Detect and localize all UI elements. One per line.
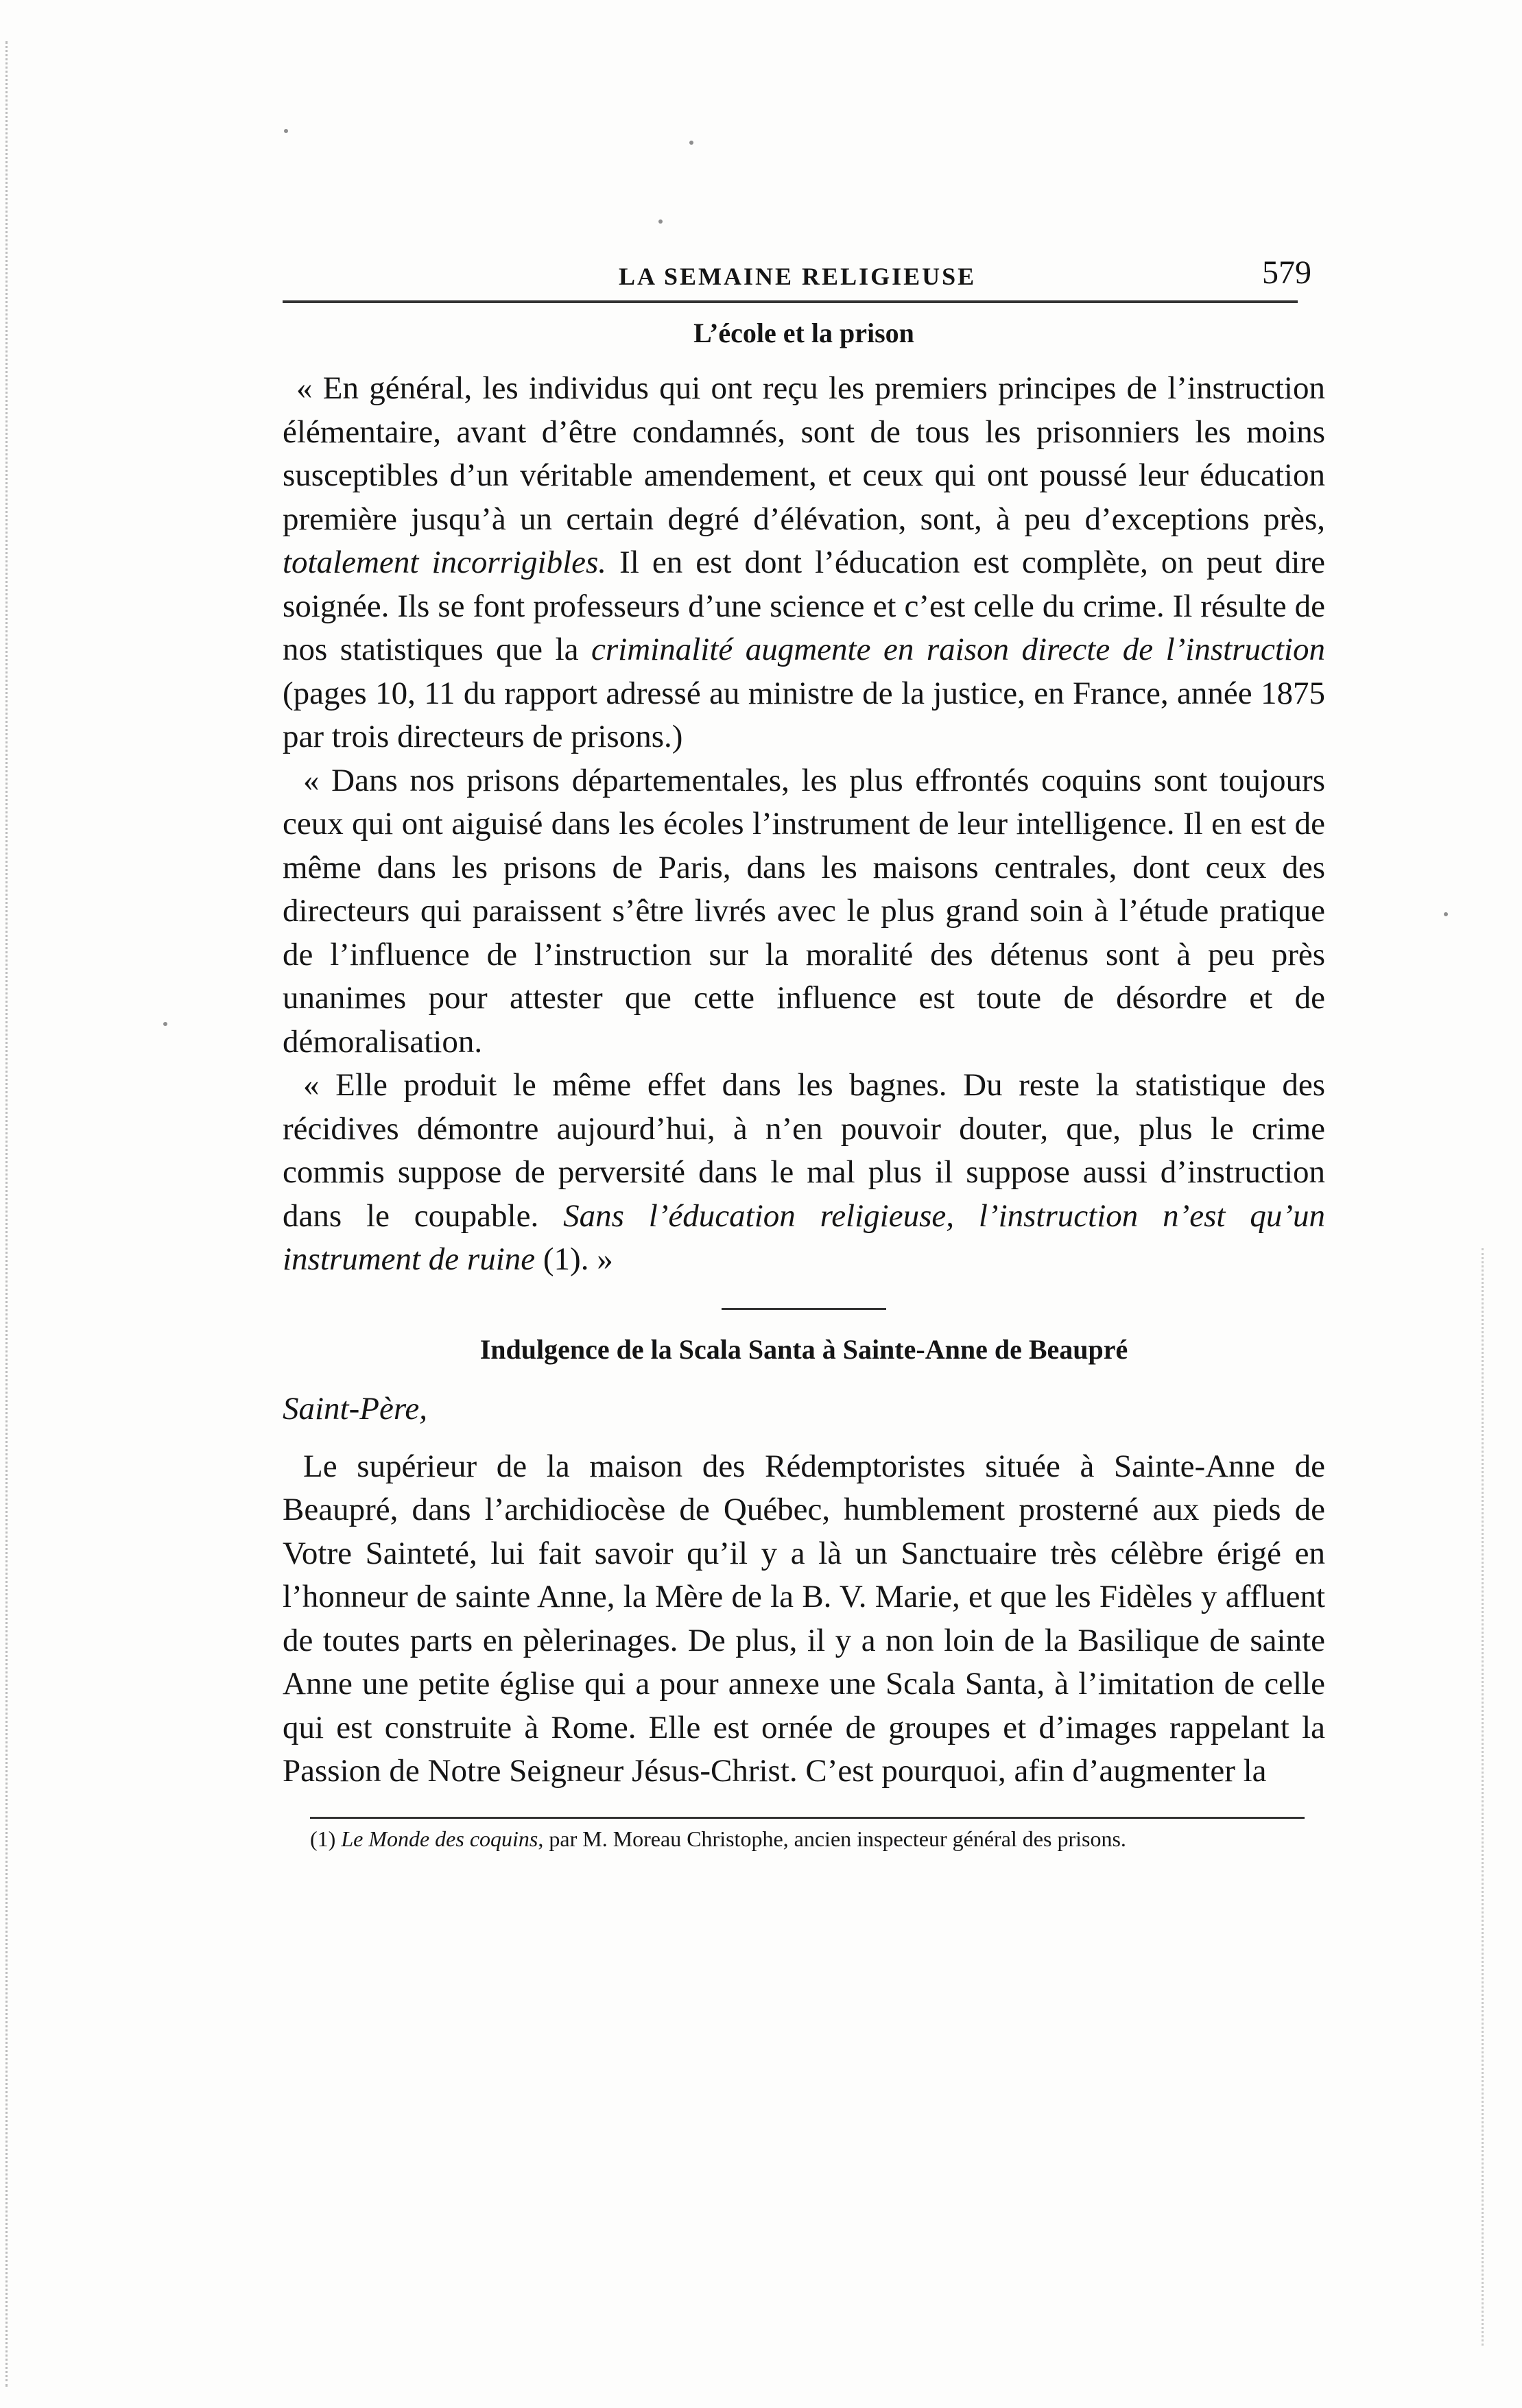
page-number: 579 bbox=[1262, 254, 1311, 291]
section-divider bbox=[722, 1308, 886, 1310]
header-rule bbox=[283, 300, 1298, 303]
page-header bbox=[283, 247, 1325, 295]
scan-left-edge bbox=[5, 41, 14, 2387]
scan-speck bbox=[689, 141, 693, 145]
scan-right-edge bbox=[1482, 1248, 1488, 2346]
paragraph: « Dans nos prisons départementales, les plus effrontés coquins sont toujours ceux qui ont aiguisé dans les écoles l’instrument de leur intelligence. Il en est de même dans les prisons de Paris, dans les maisons centrales, dont ceux des directeurs qui paraissent s’être livrés avec le plus grand soin à l’étude pratique de l’influence de l’instruction sur la moralité des détenus sont à peu près unanimes pour attester que cette influence est toute de désordre et de démoralisation. bbox=[283, 762, 1325, 1060]
text-column bbox=[283, 247, 1325, 1852]
scan-speck bbox=[658, 219, 663, 224]
footnote-rule bbox=[310, 1817, 1305, 1819]
running-head: LA SEMAINE RELIGIEUSE bbox=[619, 263, 977, 290]
paragraph: « Elle produit le même effet dans les bagnes. Du reste la statistique des récidives démontre aujourd’hui, à n’en pouvoir douter, que, plus le crime commis suppose de perversité dans le mal plus il suppose aussi d’instruction dans le coupable. Sans l’éducation religieuse, l’instruction n’est qu’un instrument de ruine (1). » bbox=[283, 1067, 1326, 1277]
section-title: L’école et la prison bbox=[693, 318, 914, 348]
scan-speck bbox=[284, 129, 288, 133]
scan-speck bbox=[163, 1022, 167, 1026]
scan-speck bbox=[1444, 912, 1448, 916]
footnote: (1) Le Monde des coquins, par M. Moreau Christophe, ancien inspecteur général des prisons. bbox=[310, 1826, 1126, 1851]
paragraph: « En général, les individus qui ont reçu les premiers principes de l’instruction élémentaire, avant d’être condamnés, sont de tous les prisonniers les moins susceptibles d’un véritable amendement, et ceux qui ont poussé leur éducation première jusqu’à un certain degré d’élévation, sont, à peu d’exceptions près, totalement incorrigibles. Il en est dont l’éducation est complète, on peut dire soignée. Ils se font professeurs d’une science et c’est celle du crime. Il résulte de nos statistiques que la criminalité augmente en raison directe de l’instruction (pages 10, 11 du rapport adressé au ministre de la justice, en France, année 1875 par trois directeurs de prisons.) bbox=[283, 370, 1325, 754]
salutation: Saint-Père, bbox=[283, 1390, 427, 1427]
section-title: Indulgence de la Scala Santa à Sainte-Anne de Beaupré bbox=[479, 1333, 1128, 1365]
paragraph: Le supérieur de la maison des Rédemptoristes située à Sainte-Anne de Beaupré, dans l’archidiocèse de Québec, humblement prosterné aux pieds de Votre Sainteté, lui fait savoir qu’il y a là un Sanctuaire très célèbre érigé en l’honneur de sainte Anne, la Mère de la B. V. Marie, et que les Fidèles y affluent de toutes parts en pèlerinages. De plus, il y a non loin de la Basilique de sainte Anne une petite église qui a pour annexe une Scala Santa, à l’imitation de celle qui est construite à Rome. Elle est ornée de groupes et d’images rappelant la Passion de Notre Seigneur Jésus-Christ. C’est pourquoi, afin d’augmenter la bbox=[283, 1448, 1325, 1789]
